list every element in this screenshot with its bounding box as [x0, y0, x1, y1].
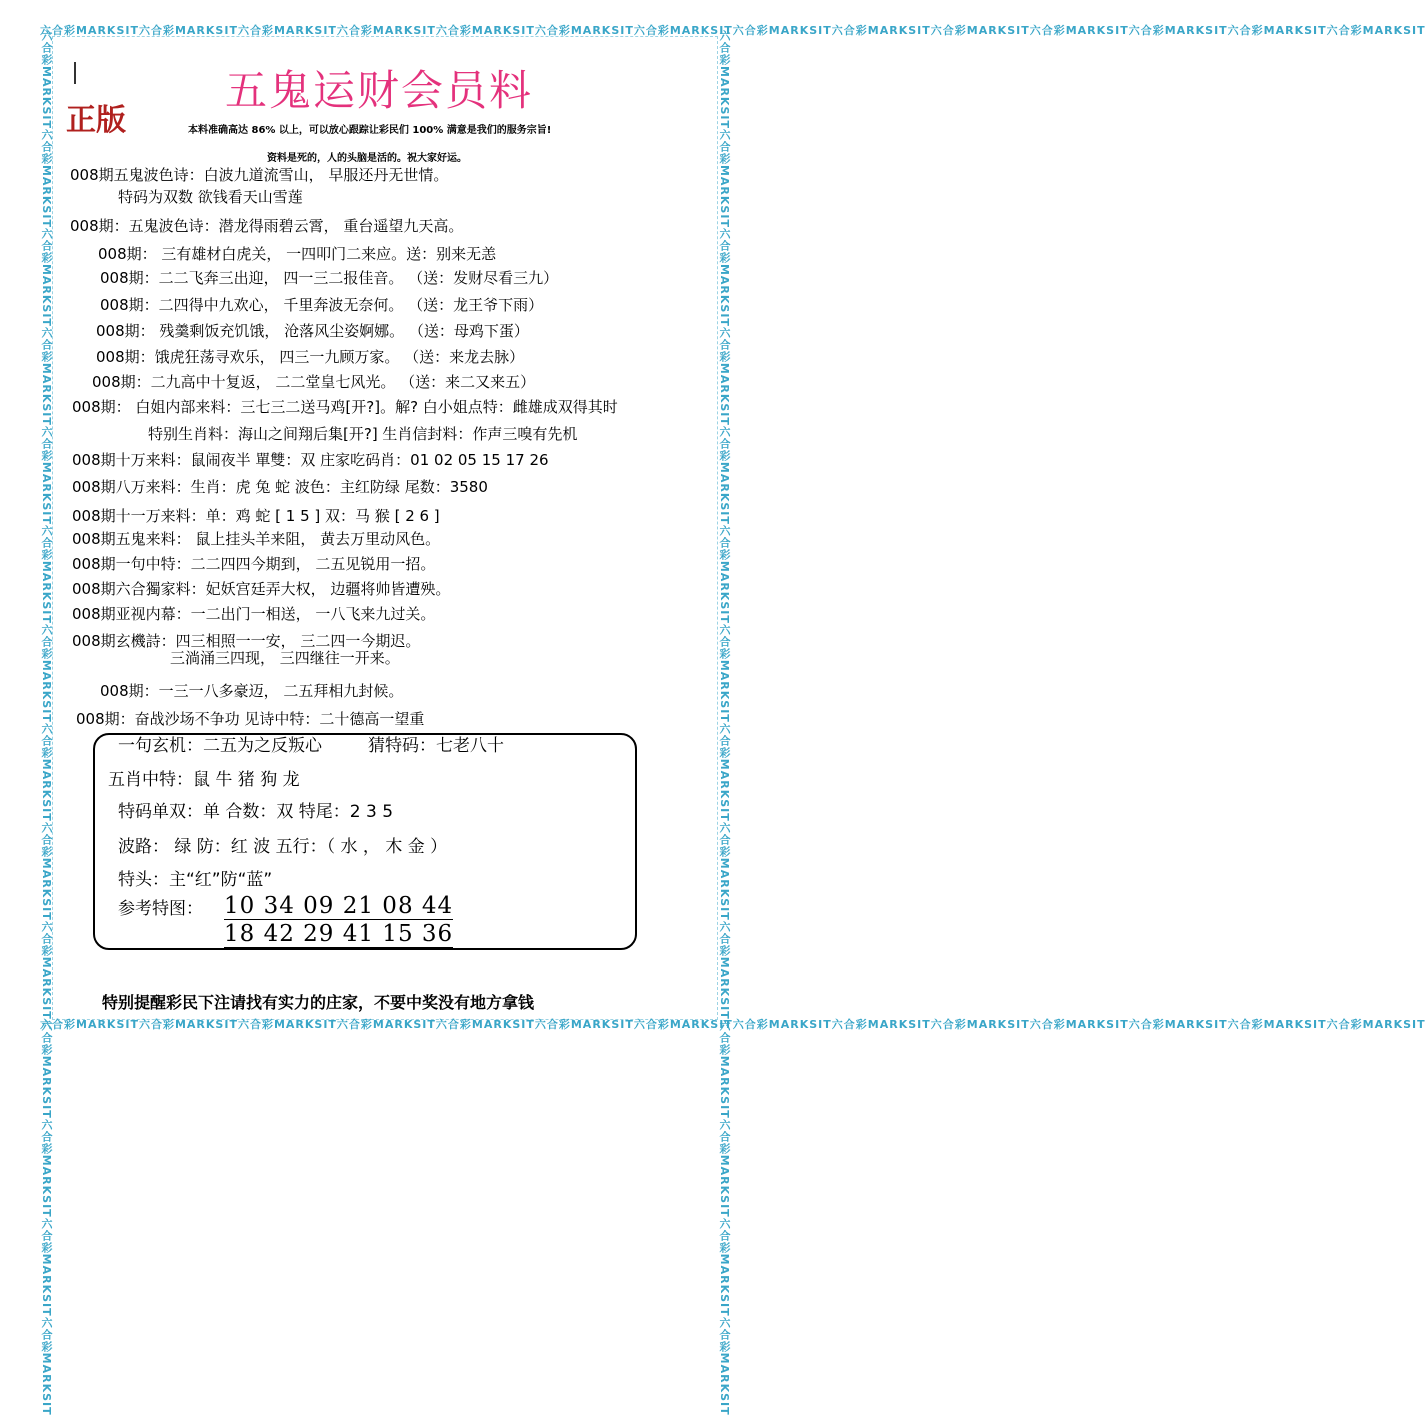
box-hint: 一句玄机：二五为之反叛心 — [118, 736, 322, 756]
line-13: 008期八万来料：生肖：虎 兔 蛇 波色：主红防绿 尾数：3580 — [72, 478, 488, 496]
box-head: 特头：主“红”防“蓝” — [118, 870, 273, 890]
border-bottom: 六合彩MARKSIT六合彩MARKSIT六合彩MARKSIT六合彩MARKSIT六合彩MARKSIT六合彩MARKSIT六合彩MARKSIT六合彩MARKSIT六合彩MARKSIT六合彩MARKSIT六合彩MARKSIT六合彩MARKSIT六合彩MARKSIT六合彩MARKSIT — [40, 1018, 1426, 1031]
line-9: 008期：二九高中十复返， 二二堂皇七风光。 （送：来二又来五） — [92, 373, 536, 391]
border-right: 六合彩MARKSIT六合彩MARKSIT六合彩MARKSIT六合彩MARKSIT六合彩MARKSIT六合彩MARKSIT六合彩MARKSIT六合彩MARKSIT六合彩MARKSIT六合彩MARKSIT六合彩MARKSIT六合彩MARKSIT六合彩MARKSIT六合彩MARKSIT — [718, 30, 731, 1416]
box-ref-row-2: 18 42 29 41 15 36 — [224, 921, 454, 947]
subtitle-accuracy: 本料准确高达 86% 以上，可以放心跟踪让彩民们 100% 满意是我们的服务宗旨! — [188, 125, 552, 136]
line-5: 008期：二二飞奔三出迎， 四一三二报佳音。 （送：发财尽看三九） — [100, 269, 559, 287]
line-2: 特码为双数 欲钱看天山雪莲 — [118, 188, 303, 206]
line-1: 008期五鬼波色诗：白波九道流雪山， 早服还丹无世情。 — [70, 166, 449, 184]
line-3: 008期：五鬼波色诗：潜龙得雨碧云霄， 重台遥望九天高。 — [70, 217, 464, 235]
line-7: 008期： 残羹剩饭充饥饿， 沧落风尘姿婀娜。 （送：母鸡下蛋） — [96, 322, 529, 340]
line-11: 特别生肖料：海山之间翔后集[开?] 生肖信封料：作声三嗅有先机 — [148, 425, 578, 443]
box-wave: 波路： 绿 防：红 波 五行：（ 水 ， 木 金 ） — [118, 837, 448, 857]
line-12: 008期十万来料：鼠闹夜半 單雙：双 庄家吃码肖：01 02 05 15 17 26 — [72, 451, 549, 469]
line-4: 008期： 三有雄材白虎关， 一四叩门二来应。送：别来无恙 — [98, 245, 497, 263]
line-8: 008期：饿虎狂荡寻欢乐， 四三一九顾万家。 （送：来龙去脉） — [96, 348, 525, 366]
line-15: 008期五鬼来料： 鼠上挂头羊来阻， 黄去万里动风色。 — [72, 530, 441, 548]
box-odd-even: 特码单双：单 合数：双 特尾：2 3 5 — [118, 802, 394, 822]
box-ref-label: 参考特图： — [118, 899, 203, 919]
line-21: 008期：一三一八多豪迈， 二五拜相九封候。 — [100, 682, 404, 700]
line-10: 008期： 白姐内部来料：三七三二送马鸡[开?]。解? 白小姐点特：雌雄成双得其时 — [72, 398, 618, 416]
subtitle-motto: 资料是死的，人的头脑是活的。祝大家好运。 — [267, 153, 467, 164]
box-ref-row-1: 10 34 09 21 08 44 — [224, 893, 454, 919]
line-14: 008期十一万来料：单：鸡 蛇 [ 1 5 ] 双：马 猴 [ 2 6 ] — [72, 507, 440, 525]
line-17: 008期六合獨家料：妃妖宫廷弄大权， 边疆将帅皆遭殃。 — [72, 580, 451, 598]
line-6: 008期：二四得中九欢心， 千里奔波无奈何。 （送：龙王爷下雨） — [100, 296, 544, 314]
line-16: 008期一句中特：二二四四今期到， 二五见锐用一招。 — [72, 555, 436, 573]
line-18: 008期亚视内幕：一二出门一相送， 一八飞来九过关。 — [72, 605, 436, 623]
line-19: 008期玄機詩：四三相照一一安， 三二四一今期迟。 — [72, 632, 421, 650]
box-guess: 猜特码：七老八十 — [368, 736, 504, 756]
box-five-zodiacs: 五肖中特：鼠 牛 猪 狗 龙 — [108, 770, 300, 790]
line-20: 三淌涌三四现， 三四继往一开来。 — [170, 649, 400, 667]
vertical-bar — [74, 62, 76, 84]
page-title: 五鬼运财会员料 — [225, 66, 534, 115]
footer-notice: 特别提醒彩民下注请找有实力的庄家，不要中奖没有地方拿钱 — [102, 993, 535, 1012]
line-22: 008期：奋战沙场不争功 见诗中特：二十德高一望重 — [76, 710, 425, 728]
authentic-stamp: 正版 — [66, 103, 126, 138]
border-left: 六合彩MARKSIT六合彩MARKSIT六合彩MARKSIT六合彩MARKSIT六合彩MARKSIT六合彩MARKSIT六合彩MARKSIT六合彩MARKSIT六合彩MARKSIT六合彩MARKSIT六合彩MARKSIT六合彩MARKSIT六合彩MARKSIT六合彩MARKSIT — [40, 30, 53, 1416]
border-top: 六合彩MARKSIT六合彩MARKSIT六合彩MARKSIT六合彩MARKSIT六合彩MARKSIT六合彩MARKSIT六合彩MARKSIT六合彩MARKSIT六合彩MARKSIT六合彩MARKSIT六合彩MARKSIT六合彩MARKSIT六合彩MARKSIT六合彩MARKSIT — [40, 24, 1426, 37]
